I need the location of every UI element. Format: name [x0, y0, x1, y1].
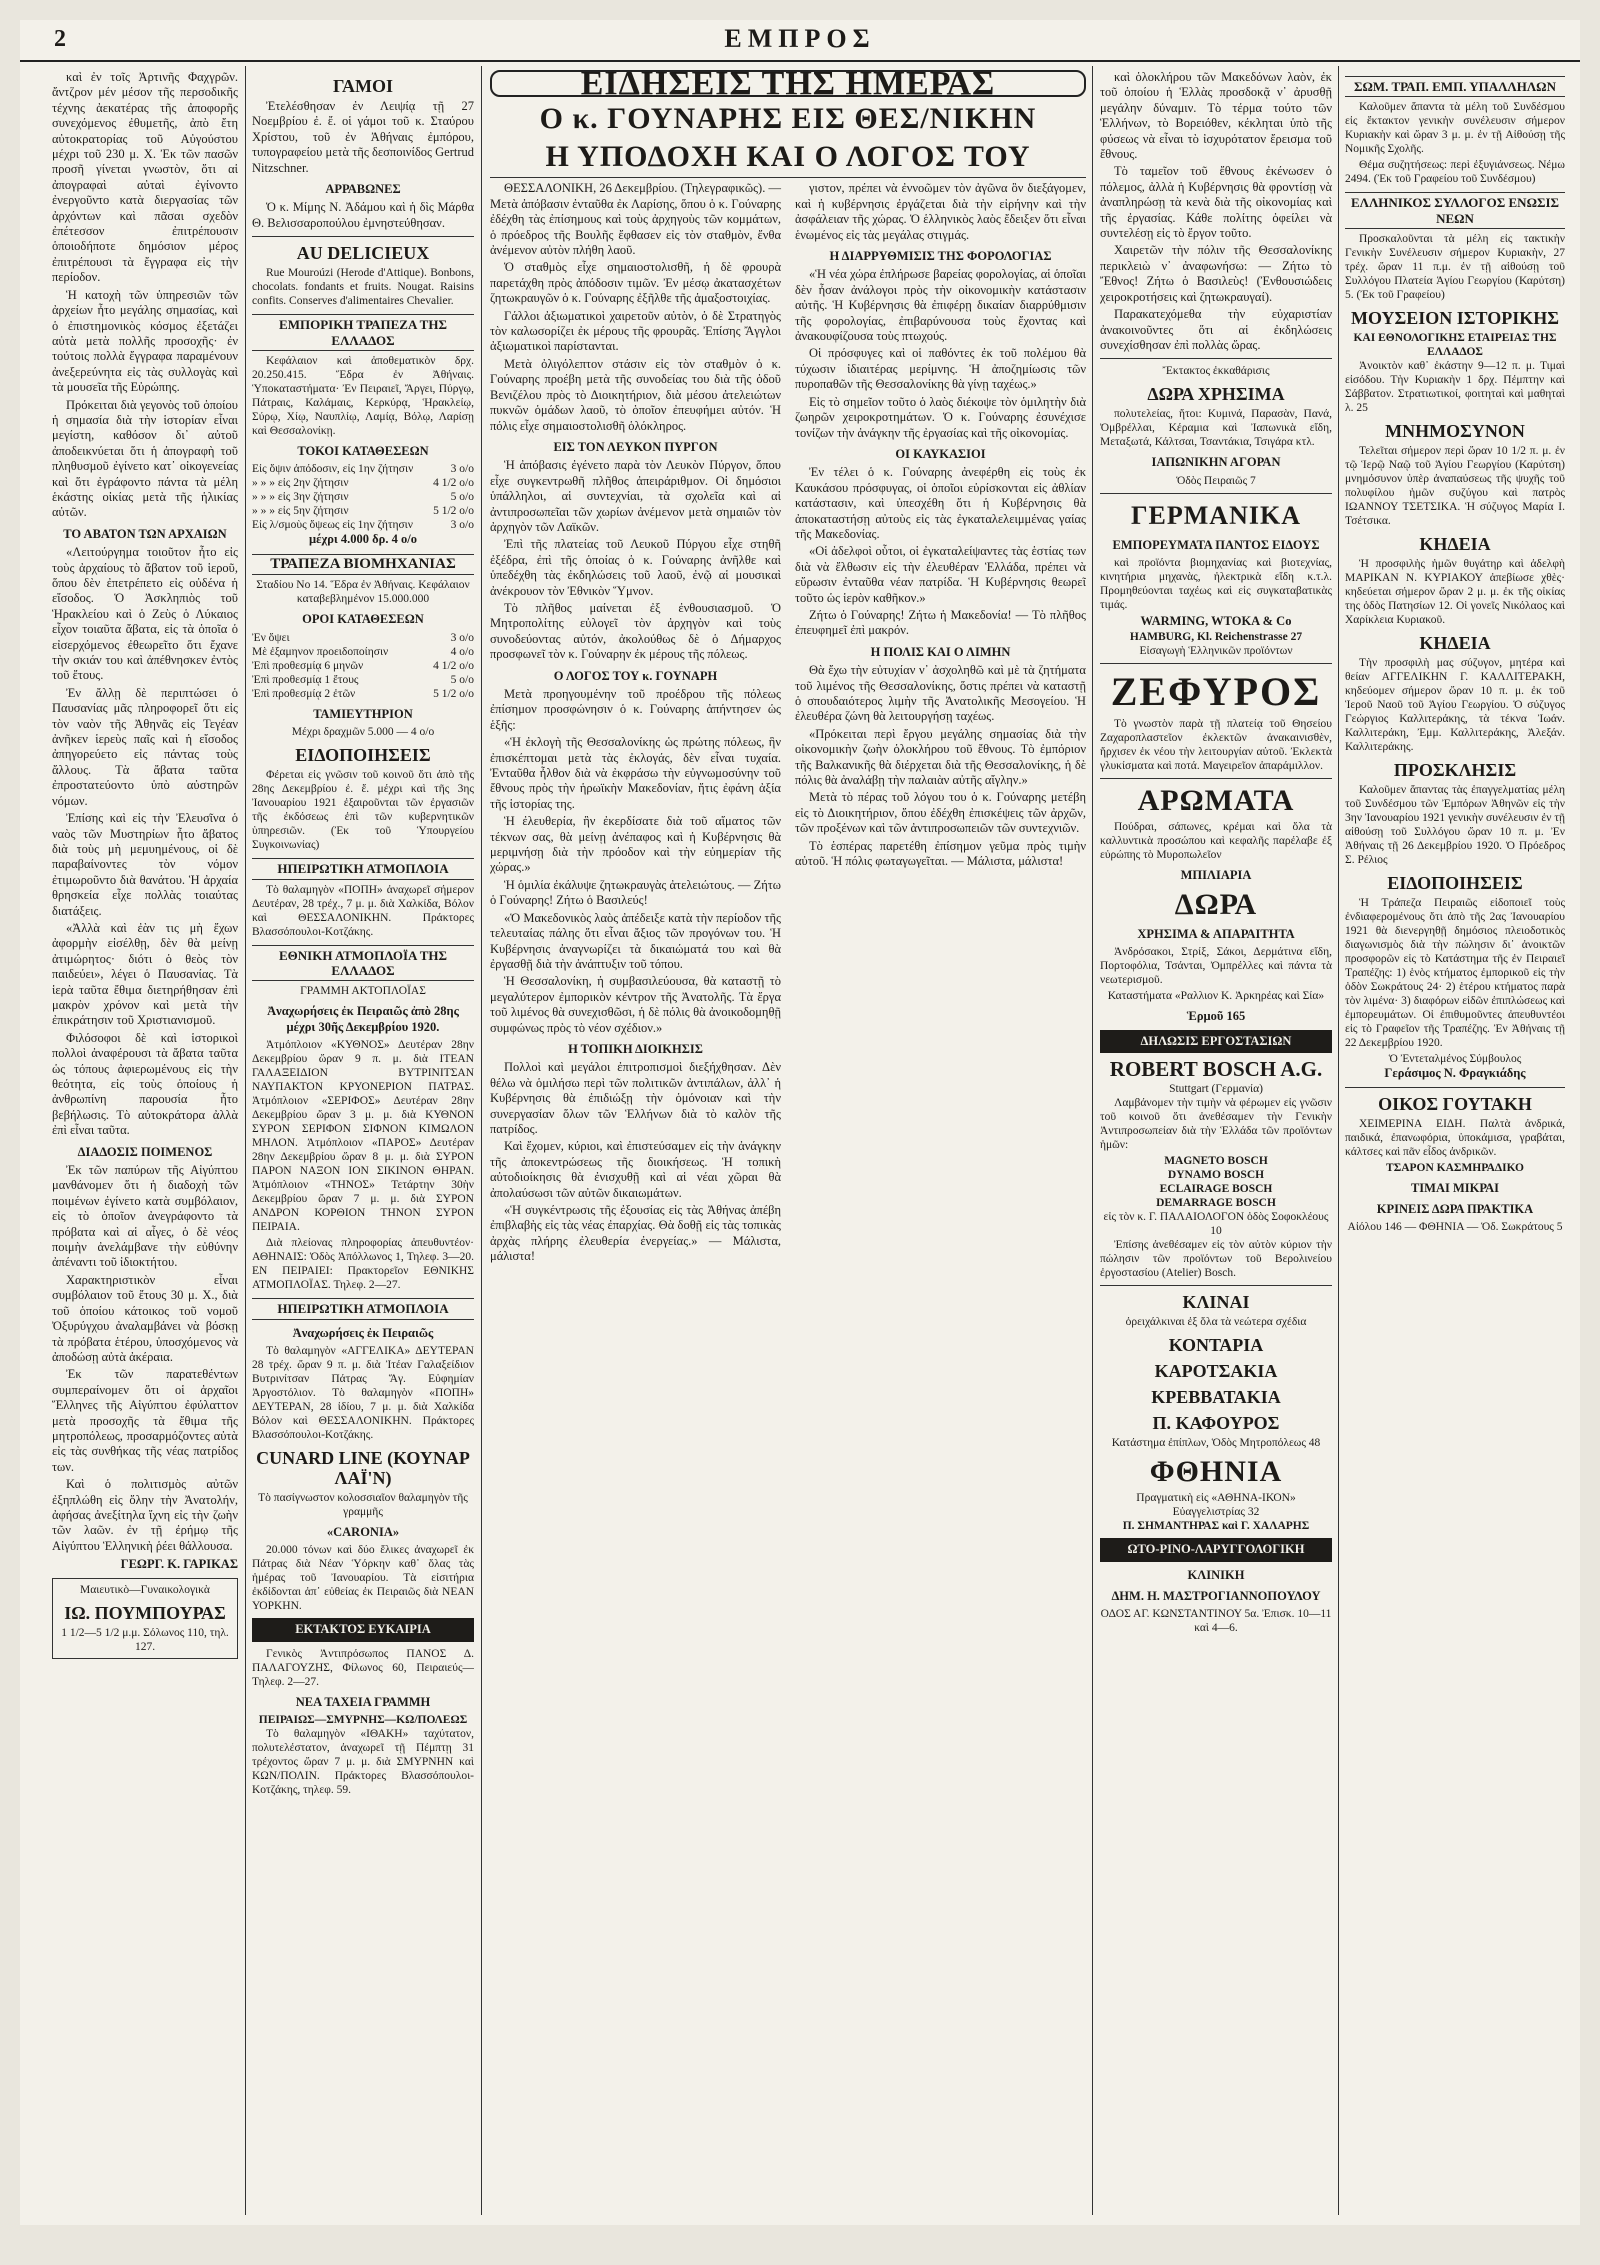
- divider: [1100, 493, 1332, 494]
- table-row: » » » εἰς 2ην ζήτησιν 4 1/2 ο/ο: [252, 477, 474, 490]
- advert-heading: ΓΕΡΜΑΝΙΚΑ: [1131, 500, 1301, 530]
- divider: [1345, 1087, 1565, 1088]
- column-rule: [481, 66, 482, 2215]
- product-item: DYNAMO BOSCH: [1167, 1169, 1265, 1182]
- advert-heading: ΙΑΠΩΝΙΚΗΝ ΑΓΟΡΑΝ: [1151, 455, 1281, 470]
- paragraph: Ἐπίσης καὶ εἰς τὴν Ἐλευσῖνα ὁ ναὸς τῶν Μυστηρίων ἦτο ἄβατος διὰ τοὺς μὴ μεμυημένους, οἱ δὲ παραβαίνοντες τὸν νόμον ἐτιμωροῦντο διὰ θανάτου. Ἡ ἀρχαία θρησκεία εἶχε πολλὰς τοιαύτας διατάξεις.: [52, 811, 238, 918]
- column-5: [1100, 70, 1332, 2215]
- notice-heading: ΣΩΜ. ΤΡΑΠ. ΕΜΠ. ΥΠΑΛΛΗΛΩΝ: [1345, 76, 1565, 97]
- paragraph: Καλοῦμεν ἅπαντας τὰς ἐπαγγελματίας μέλη τοῦ Συνδέσμου τῶν Ἐμπόρων Ἀθηνῶν εἰς τὴν 3ην Ἰανουαρίου 1921 γενικὴν συνέλευσιν ἐν τῇ αἰθούσῃ τοῦ Συλλόγου ὥραν 10 π. μ. Ἐν Ἀθήναις τῇ 26 Δεκεμβρίου 1920. Ὁ Πρόεδρος Σ. Ρέλιος: [1345, 784, 1565, 867]
- doctor-advert: [52, 1578, 238, 1659]
- company-city: Stuttgart (Γερμανία): [1169, 1083, 1263, 1096]
- paragraph: Ἐκ τῶν παπύρων τῆς Αἰγύπτου μανθάνομεν ὅτι ἡ διαδοχὴ τῶν ποιμένων ἐγίνετο κατὰ συμβόλαιον, εἰς τὸ ὁποῖον ἀνεγράφοντο τὰ πρόβατα καὶ αἱ αἶγες, ὁ δὲ νέος ποιμὴν ἀνελάμβανε τὴν εὐθύνην ἀπέναντι τοῦ ἰδιοκτήτου.: [52, 1163, 238, 1270]
- doctor-address: ΟΔΟΣ ΑΓ. ΚΩΝΣΤΑΝΤΙΝΟΥ 5α. Ἐπισκ. 10—11 καὶ 4—6.: [1100, 1608, 1332, 1635]
- paragraph: «Λειτούργημα τοιοῦτον ἦτο εἰς τοὺς ἀρχαίους τὸ ἄβατον τοῦ ἱεροῦ, ὅπου δὲν ἐπετρέπετο εἰς οὐδένα ἡ εἴσοδος. Ὁ Ἀσκληπιὸς τοῦ Ἡρακλείου καὶ ὁ Ζεὺς ὁ Λύκαιος εἶχον τοιαῦτα ἄβατα, εἰς τὰ ὁποῖα ὁ εἰσερχόμενος ἐθεωρεῖτο ὅτι ἔχανε τὴν σκιάν του καὶ ἀπέθνησκεν ἐντὸς τοῦ ἔτους.: [52, 545, 238, 683]
- paragraph: Τελεῖται σήμερον περὶ ὥραν 10 1/2 π. μ. ἐν τῷ Ἱερῷ Ναῷ τοῦ Ἁγίου Γεωργίου (Καρύτση) μνημόσυνον ὑπὲρ ἀναπαύσεως τῆς ψυχῆς τοῦ πολυφίλου ἡμῶν συζύγου καὶ πατρὸς ΙΩΑΝΝΟΥ ΤΣΕΤΣΙΚΑ. Ἡ σύζυγος Μαρία Ι. Τσέτσικα.: [1345, 445, 1565, 528]
- paragraph: Ἡ προσφιλὴς ἡμῶν θυγάτηρ καὶ ἀδελφὴ ΜΑΡΙΚΑΝ Ν. ΚΥΡΙΑΚΟΥ ἀπεβίωσε χθὲς· κηδεύεται σήμερον ὥραν 2 μ. μ. ἐκ τῆς οἰκίας της ὁδὸς Πατησίων 12. Οἱ γονεῖς Νικόλαος καὶ Χαρίκλεια Κυριακοῦ.: [1345, 558, 1565, 627]
- notice-subheading: ΚΑΙ ΕΘΝΟΛΟΓΙΚΗΣ ΕΤΑΙΡΕΙΑΣ ΤΗΣ ΕΛΛΑΔΟΣ: [1353, 332, 1557, 359]
- table-row: » » » εἰς 5ην ζήτησιν 5 1/2 ο/ο: [252, 505, 474, 518]
- deposit-table: [252, 631, 474, 701]
- doctor-name: ΔΗΜ. Η. ΜΑΣΤΡΟΓΙΑΝΝΟΠΟΥΛΟΥ: [1111, 1588, 1321, 1603]
- advert-hours: 1 1/2—5 1/2 μ.μ. Σόλωνος 110, τηλ. 127.: [61, 1626, 229, 1653]
- paragraph: Μετὰ προηγουμένην τοῦ προέδρου τῆς πόλεως ἐπίσημον προσφώνησιν ὁ κ. Γούναρης ἀπήντησεν ὡς ἑξῆς:: [490, 687, 781, 732]
- shop-name: Π. ΚΑΦΟΥΡΟΣ: [1152, 1413, 1280, 1434]
- table-row: Μὲ ἐξαμηνον προειδοποίησιν 4 ο/ο: [252, 645, 474, 658]
- company-address: HAMBURG, Kl. Reichenstrasse 27: [1129, 630, 1303, 643]
- signature-title: Ὁ Ἐντεταλμένος Σύμβουλος: [1388, 1053, 1522, 1066]
- advert-heading: AU DELICIEUX: [296, 243, 430, 264]
- section-heading: Η ΔΙΑΡΡΥΘΜΙΣΙΣ ΤΗΣ ΦΟΡΟΛΟΓΙΑΣ: [829, 249, 1052, 264]
- company-name: WARMING, WTOKA & Co: [1140, 614, 1292, 629]
- paragraph: Ἡ ὁμιλία ἐκάλυψε ζητωκραυγὰς ἀτελειώτους. — Ζήτω ὁ Γούναρης! Ζήτω ὁ Βασιλεύς!: [490, 877, 781, 908]
- shop-name: ΜΠΙΛΙΑΡΙΑ: [1180, 867, 1252, 882]
- column-rule: [1092, 66, 1093, 2215]
- paragraph: «Ἀλλὰ καὶ ἐὰν τις μὴ ἔχων ἀφορμὴν εἰσέλθῃ, δὲν θὰ μείνῃ ἀτιμώρητος· διότι ὁ θεὸς τὸν παιδεύει», λέγει ὁ Παυσανίας. Τὰ ἱερὰ ταῦτα ἔθιμα διετηρήθησαν ἐπὶ μακρὸν χρόνον καὶ μετὰ τὴν ἐπικράτησιν τοῦ Χριστιανισμοῦ.: [52, 920, 238, 1028]
- advert-heading: ΝΕΑ ΤΑΧΕΙΑ ΓΡΑΜΜΗ: [295, 1694, 431, 1709]
- savings-note: Μέχρι δραχμῶν 5.000 — 4 ο/ο: [291, 726, 435, 739]
- advert-text: Τὸ θαλαμηγὸν «ΑΓΓΕΛΙΚΑ» ΔΕΥΤΕΡΑΝ 28 τρέχ. ὥραν 9 π. μ. διὰ Ἰτέαν Γαλαξείδιον Βυτρινίτσαν Πάτρας Ἅγ. Εὐφημίαν Ἀργοστόλιον. Τὸ θαλαμηγὸν «ΠΟΠΗ» ΔΕΥΤΕΡΑΝ, 28 ἰδίου, 7 μ. μ. διὰ Χαλκίδα Βόλον καὶ ΘΕΣΣΑΛΟΝΙΚΗΝ. Πράκτορες Βλασσόπουλοι-Κοτζάκης.: [252, 1344, 474, 1441]
- divider: [1100, 663, 1332, 664]
- section-heading: ΑΡΡΑΒΩΝΕΣ: [325, 182, 401, 197]
- paragraph: Ἐτελέσθησαν ἐν Λειψίᾳ τῇ 27 Νοεμβρίου ἐ. ἔ. οἱ γάμοι τοῦ κ. Σταύρου Χρίστου, τοῦ ἐν Ἀθήναις ἐμπόρου, τυπογραφείου μετὰ τῆς δεσποινίδος Gertrud Nitzschner.: [252, 99, 474, 175]
- paragraph: ΘΕΣΣΑΛΟΝΙΚΗ, 26 Δεκεμβρίου. (Τηλεγραφικῶς). — Μετὰ ἀπόβασιν ἐνταῦθα ἐκ Λαρίσης, ὅπου ὁ κ. Γούναρης ἐδέχθη τὰς ἐπίσημους καὶ τοὺς ἀρχηγοὺς τῶν κομμάτων, ὁ πρόεδρος τῆς Βουλῆς ἔφθασεν εἰς τὸν σταθμὸν, ἔνθα ἀνέμενον αὐτὸν πλήθη λαοῦ.: [490, 181, 781, 258]
- paragraph: Θέμα συζητήσεως: περὶ ἐξυγιάνσεως. Νέμω 2494. (Ἐκ τοῦ Γραφείου τοῦ Συνδέσμου): [1345, 159, 1565, 186]
- paragraph: γιστον, πρέπει νὰ ἐννοῶμεν τὸν ἀγῶνα ὃν διεξάγομεν, καὶ ἡ κυβέρνησις ἐργάζεται διὰ τὴν εἰρήνην καὶ τὴν ἀσφάλειαν τῆς χώρας. Ὁ ἑλληνικὸς λαὸς ἔδειξεν ὅτι εἶναι ἑνωμένος εἰς τὰς μεγάλας στιγμάς.: [795, 181, 1086, 242]
- paragraph: Ὁ κ. Μίμης Ν. Ἀδάμου καὶ ἡ δὶς Μάρθα Θ. Βελισσαροπούλου ἐμνηστεύθησαν.: [252, 200, 474, 230]
- advert-address: Ὁδὸς Πειραιῶς 7: [1176, 474, 1256, 487]
- divider: [1100, 358, 1332, 359]
- agent-name: εἰς τὸν κ. Γ. ΠΑΛΑΙΟΛΟΓΟΝ ὁδὸς Σοφοκλέους 10: [1103, 1211, 1329, 1238]
- advert-heading: CUNARD LINE (ΚΟΥΝΑΡ ΛΑΪ'Ν): [256, 1447, 470, 1488]
- column-2: [252, 70, 474, 2215]
- paragraph: «Ἡ νέα χώρα ἐπλήρωσε βαρείας φορολογίας, αἱ ὁποῖαι δὲν ἦσαν ἀνάλογοι πρὸς τὴν οἰκονομικὴν κατάστασιν αὐτῆς. Ἡ Κυβέρνησις θὰ ἐπιφέρῃ δικαίαν διαρρύθμισιν τῆς φορολογίας, ἐπιβαρύνουσα τοὺς ἔχοντας καὶ ἀνακουφίζουσα τοὺς πτωχούς.: [795, 267, 1086, 344]
- paragraph: Τὸ ἑσπέρας παρετέθη ἐπίσημον γεῦμα πρὸς τιμὴν αὐτοῦ. Ἡ πόλις φωταγωγεῖται. — Μάλιστα, μάλιστα!: [795, 838, 1086, 869]
- paragraph: Πρόκειται διὰ γεγονὸς τοῦ ὁποίου ἡ σημασία διὰ τὴν ἱστορίαν εἶναι μεγίστη, καθόσον δι᾽ αὐτοῦ ἀποδεικνύεται ὅτι ἡ ἀπογραφὴ τοῦ πληθυσμοῦ ἐγίνετο κατ᾽ οἰκογενείας καὶ ὅτι ἐγράφοντο πάντα τὰ μέλη ἑκάστης οἰκίας μετὰ τῆς ἡλικίας αὐτῶν.: [52, 397, 238, 520]
- bank-heading: ΕΜΠΟΡΙΚΗ ΤΡΑΠΕΖΑ ΤΗΣ ΕΛΛΑΔΟΣ: [252, 314, 474, 351]
- advert-heading: ΟΙΚΟΣ ΓΟΥΤΑΚΗ: [1378, 1093, 1532, 1114]
- advert-heading: ΚΛΙΝΑΙ: [1182, 1292, 1250, 1313]
- paragraph: Γάλλοι ἀξιωματικοὶ χαιρετοῦν αὐτὸν, ὁ δὲ Στρατηγὸς τὸν καλωσορίζει ἐκ μέρους τῆς φρουρᾶς. Ἐπίσης Ἄγγλοι ἀξιωματικοὶ παρίστανται.: [490, 308, 781, 354]
- shop-name: Πραγματικὴ εἰς «ΑΘΗΝΑ-ΙΚΟΝ» Εὐαγγελιστρίας 32: [1136, 1492, 1296, 1519]
- notice-heading: ΜΟΥΣΕΙΟΝ ΙΣΤΟΡΙΚΗΣ: [1350, 308, 1560, 329]
- advert-text: Ἐπίσης ἀνεθέσαμεν εἰς τὸν αὐτὸν κύριον τὴν πώλησιν τῶν προϊόντων τοῦ Βερολινείου ἐργοστασίου (Atelier) Bosch.: [1100, 1239, 1332, 1280]
- author-signature: ΓΕΩΡΓ. Κ. ΓΑΡΙΚΑΣ: [120, 1557, 238, 1572]
- bank-heading: ΤΡΑΠΕΖΑ ΒΙΟΜΗΧΑΝΙΑΣ: [252, 554, 474, 575]
- advert-subheading: ΕΜΠΟΡΕΥΜΑΤΑ ΠΑΝΤΟΣ ΕΙΔΟΥΣ: [1112, 537, 1320, 552]
- bank-address: Σταδίου Νο 14. Ἕδρα ἐν Ἀθήναις. Κεφάλαιον καταβεβλημένον 15.000.000: [256, 579, 470, 606]
- advert-text: Πούδραι, σάπωνες, κρέμαι καὶ ὅλα τὰ καλλυντικὰ προσώπου καὶ κεφαλῆς παρέλαβε ἐξ εὐρώπης τὸ Μυροπωλεῖον: [1100, 820, 1332, 861]
- company-name: ROBERT BOSCH A.G.: [1109, 1057, 1323, 1082]
- table-row: Εἰς λ/σμοὺς ὄψεως εἰς 1ην ζήτησιν 3 ο/ο: [252, 519, 474, 532]
- advert-title: Ἀναχωρήσεις ἐκ Πειραιῶς: [292, 1325, 434, 1340]
- advert-text: Τὸ θαλαμηγὸν «ΠΟΠΗ» ἀναχωρεῖ σήμερον Δευτέραν, 28 τρέχ., 7 μ. μ. διὰ Χαλκίδα, Βόλον καὶ ΘΕΣΣΑΛΟΝΙΚΗΝ. Πράκτορες Βλασσόπουλοι-Κοτζάκης.: [252, 883, 474, 938]
- table-row: Εἰς ὅψιν ἀπόδοσιν, εἰς 1ην ζήτησιν 3 ο/ο: [252, 463, 474, 476]
- paragraph: Εἰς τὸ σημεῖον τοῦτο ὁ λαὸς διέκοψε τὸν ὁμιλητὴν διὰ ζωηρῶν χειροκροτημάτων. Ὁ κ. Γούναρης ἐσυνέχισε τονίζων τὴν ἀνάγκην τῆς ἐργασίας καὶ τῆς οἰκονομίας.: [795, 394, 1086, 440]
- advert-subheading: ΧΡΗΣΙΜΑ & ΑΠΑΡΑΙΤΗΤΑ: [1137, 926, 1295, 941]
- advert-heading: ΚΟΝΤΑΡΙΑ: [1168, 1335, 1264, 1356]
- shop-name: ΤΣΑΡΟΝ ΚΑΣΜΗΡΑΔΙΚΟ: [1386, 1161, 1524, 1174]
- story-column-left: [490, 181, 781, 1266]
- paragraph: Καλοῦμεν ἅπαντα τὰ μέλη τοῦ Συνδέσμου εἰς ἔκτακτον γενικὴν συνέλευσιν σήμερον Κυριακὴν καὶ ὥραν 3 μ. μ. ἐν τῇ Αἰθούσῃ τῆς Νομικῆς Σχολῆς.: [1345, 101, 1565, 156]
- story-column-right: [795, 181, 1086, 1266]
- advert-subheading: ὀρειχάλκιναι ἐξ ὅλα τὰ νεώτερα σχέδια: [1125, 1316, 1307, 1329]
- bank-text: Κεφάλαιον καὶ ἀποθεματικὸν δρχ. 20.250.415. Ἕδρα ἐν Ἀθήναις. Ὑποκαταστήματα· Ἐν Πειραιεῖ, Ἄργει, Πύργῳ, Πάτραις, Καλάμαις, Κερκύρᾳ, Ἡρακλείῳ, Σύρῳ, Χίῳ, Ναυπλίῳ, Λαμίᾳ, Βόλῳ, Λαρίσῃ καὶ Θεσσαλονίκῃ.: [252, 355, 474, 438]
- interest-table: [252, 462, 474, 532]
- advert-kind: Μαιευτικὸ—Γυναικολογικὰ: [80, 1583, 210, 1596]
- advert-slogan: ΤΙΜΑΙ ΜΙΚΡΑΙ: [1410, 1180, 1500, 1195]
- paragraph: «Ὁ Μακεδονικὸς λαὸς ἀπέδειξε κατὰ τὴν περίοδον τῆς τελευταίας πάλης ὅτι εἶναι ἄξιος τῶν προγόνων του. Ἡ Κυβέρνησις ἀναγνωρίζει τὰ δικαιώματά του καὶ θὰ ἐργασθῇ διὰ τὴν ἀνάπτυξιν τοῦ τόπου.: [490, 910, 781, 971]
- paragraph: Τὸ ταμεῖον τοῦ ἔθνους ἐκένωσεν ὁ πόλεμος, ἀλλὰ ἡ Κυβέρνησις θὰ φροντίσῃ νὰ ἀναπληρώσῃ τὰ κενὰ διὰ τῆς οἰκονομίας καὶ τῆς ἐργασίας. Κάθε πολίτης ὀφείλει νὰ συντελέσῃ εἰς τὸ ἔργον τοῦτο.: [1100, 164, 1332, 241]
- shop-owners: Π. ΣΗΜΑΝΤΗΡΑΣ καὶ Γ. ΧΑΛΑΡΗΣ: [1122, 1520, 1310, 1533]
- paragraph: «Οἱ ἀδελφοὶ οὗτοι, οἱ ἐγκαταλείψαντες τὰς ἑστίας των διὰ νὰ ἔλθωσιν εἰς τὴν ἐλευθέραν Ἑλλάδα, πρέπει νὰ εὕρωσιν ἐνταῦθα νέαν πατρίδα. Ἡ Κυβέρνησις θεωρεῖ τοῦτο ὡς ἱερὸν καθῆκον.»: [795, 544, 1086, 605]
- advert-heading: ΗΠΕΙΡΩΤΙΚΗ ΑΤΜΟΠΛΟΙΑ: [252, 858, 474, 879]
- advert-banner: ΕΚΤΑΚΤΟΣ ΕΥΚΑΙΡΙΑ: [252, 1618, 474, 1641]
- advert-text: Τὸ γνωστὸν παρὰ τῇ πλατείᾳ τοῦ Θησείου Ζαχαροπλαστεῖον ἐκλεκτῶν ἀνακαινισθὲν, ἤρχισεν ἐκ νέου τὴν λειτουργίαν αὐτοῦ. Ἐκλεκτὰ γλυκίσματα καὶ ποτά. Μαγειρεῖον ἀπαράμιλλον.: [1100, 717, 1332, 772]
- paragraph: καὶ ἐν τοῖς Ἀρτινῆς Φαχγρῶν. ἄντζρον μέν μέσον τῆς περσοδικῆς τέχνης ἀεκατέρας τῆς ἀποφορῆς συνεχόμενος ἐθυμετῆς, ἀπὸ ἔτη αὐτοκρατορίας τοῦ Αὐγούστου μέχρι τοῦ 230 μ. Χ. Ἐκ τῶν πασῶν προσῆ γίνεται γνωστὸν, ὅτι αἱ ἀπογραφαὶ αὐταὶ ἐγίνοντο ἐνεργοῦντο κατὰ διεργασίας τῶν ἀρχόντων καὶ πᾶσαι σχεδὸν ἐπέτεσσον ἐπιτρέπουσιν ὁποιοδήποτε δημόσιον μέρος ἐπιτρέπουσι τὰ ἔγγραφα εἰς τὴν περίοδον.: [52, 70, 238, 285]
- advert-subheading: ΓΡΑΜΜΗ ΑΚΤΟΠΛΟΪΑΣ: [300, 985, 426, 998]
- advert-heading: ΗΠΕΙΡΩΤΙΚΗ ΑΤΜΟΠΛΟΙΑ: [252, 1298, 474, 1319]
- story-columns: [490, 181, 1086, 1266]
- paragraph: Τὴν προσφιλὴ μας σύζυγον, μητέρα καὶ θείαν ΑΓΓΕΛΙΚΗΝ Γ. ΚΑΛΛΙΤΕΡΑΚΗ, κηδεύομεν σήμερον ὥραν 10 π. μ. ἐκ τοῦ Ἱεροῦ Ναοῦ τοῦ Ἁγίου Γεωργίου. Ὁ σύζυγος Γεώργιος Καλλιτεράκης, τὰ τέκνα Ἰωάν. Καλλιτεράκη, Ἐμμ. Καλλιτεράκης, Ἀλεξάν. Καλλιτεράκης.: [1345, 657, 1565, 754]
- shop-address: Αἰόλου 146 — ΦΘΗΝΙΑ — Ὁδ. Σωκράτους 5: [1347, 1221, 1563, 1234]
- lead-story: [490, 70, 1086, 2215]
- section-heading: ΤΟ ΑΒΑΤΟΝ ΤΩΝ ΑΡΧΑΙΩΝ: [63, 526, 227, 541]
- paragraph: Ἐκ τῶν παρατεθέντων συμπεραίνομεν ὅτι οἱ ἀρχαῖοι Ἕλληνες τῆς Αἰγύπτου ἐφύλαττον μετὰ προσοχῆς τὰ ἔθιμα τῆς μητροπόλεως, προσαρμόζοντες αὐτὰ εἰς τὰς συνθήκας τῆς νέας πατρίδος των.: [52, 1367, 238, 1474]
- section-heading: ΕΙΣ ΤΟΝ ΛΕΥΚΟΝ ΠΥΡΓΟΝ: [553, 439, 718, 454]
- table-row: Ἐν ὄψει 3 ο/ο: [252, 631, 474, 644]
- paragraph: Ἐν τέλει ὁ κ. Γούναρης ἀνεφέρθη εἰς τοὺς ἐκ Καυκάσου πρόσφυγας, οἱ ὁποῖοι εὑρίσκονται εἰς ἀθλίαν κατάστασιν, καὶ ὑπεσχέθη ὅτι ἡ Κυβέρνησις θὰ ἀποκαταστήσῃ αὐτοὺς εἰς τὰς ἐγκαταλελειμμένας γαίας τῆς Μακεδονίας.: [795, 465, 1086, 541]
- product-item: MAGNETO BOSCH: [1164, 1155, 1268, 1168]
- paragraph: Ἀνοικτὸν καθ᾽ ἑκάστην 9—12 π. μ. Τιμαὶ εἰσόδου. Τὴν Κυριακὴν 1 δρχ. Πέμπτην καὶ Σάββατον. Στρατιωτικοί, φοιτηταὶ καὶ μαθηταὶ λ. 25: [1345, 360, 1565, 415]
- section-heading: Η ΤΟΠΙΚΗ ΔΙΟΙΚΗΣΙΣ: [568, 1041, 703, 1056]
- paragraph: Παρακατεχόμεθα τὴν εὐχαριστίαν ἀνακοινοῦντες ὅτι αἱ ἐκδηλώσεις συνεχίσθησαν ἐπὶ πολλὰς ὥρας.: [1100, 307, 1332, 352]
- advert-heading: ΚΑΡΟΤΣΑΚΙΑ: [1154, 1361, 1278, 1382]
- table-row: Ἐπὶ προθεσμίᾳ 6 μηνῶν 4 1/2 ο/ο: [252, 659, 474, 672]
- paragraph: Μετὰ τὸ πέρας τοῦ λόγου του ὁ κ. Γούναρης μετέβη εἰς τὸ Διοικητήριον, ὅπου ἐδέχθη ἐπισκέψεις τῶν ἀρχῶν, τῶν προξένων καὶ τῶν ἀντιπροσωπειῶν τῶν συντεχνιῶν.: [795, 790, 1086, 836]
- advert-heading: ΖΕΦΥΡΟΣ: [1110, 668, 1322, 714]
- notice-heading: ΕΙΔΟΠΟΙΗΣΕΙΣ: [1387, 873, 1523, 894]
- notice-heading: ΠΡΟΣΚΛΗΣΙΣ: [1393, 760, 1517, 781]
- paragraph: Μετὰ ὀλιγόλεπτον στάσιν εἰς τὸν σταθμὸν ὁ κ. Γούναρης προέβη μετὰ τῆς συνοδείας του διὰ τῆς ὁδοῦ Βενιζέλου πρὸς τὸ Διοικητήριον, διὰ μέσου ἀτελειώτων πυκνῶν ὁμάδων λαοῦ, τὸ ὁποῖον ἐπευφήμει αὐτόν. Ἡ πόλις εἶχε σημαιοστολισθῆ ὁλόκληρος.: [490, 356, 781, 433]
- product-item: DEMARRAGE BOSCH: [1156, 1197, 1276, 1210]
- paragraph: Καὶ ὁ πολιτισμὸς αὐτῶν ἐξηπλώθη εἰς ὅλην τὴν Ἀνατολήν, ἀφήσας ἀνεξίτηλα ἴχνη εἰς τὴν ζωὴν τῶν λαῶν. ἐν τῇ ἐρήμῳ τῆς Αἰγύπτου Ἑλληνικὴ ῥέει θάλλουσα.: [52, 1477, 238, 1553]
- advert-text: Γενικὸς Ἀντιπρόσωπος ΠΑΝΟΣ Δ. ΠΑΛΑΓΟΥΖΗΣ, Φίλωνος 60, Πειραιεύς—Τηλεφ. 2—27.: [252, 1647, 474, 1688]
- table-heading: ΤΟΚΟΙ ΚΑΤΑΘΕΣΕΩΝ: [297, 444, 429, 459]
- paragraph: Χαιρετῶν τὴν πόλιν τῆς Θεσσαλονίκης περικλειὼ ν᾽ ἀναφωνήσω: — Ζήτω τὸ Ἔθνος! Ζήτω ὁ Βασιλεὺς! (Ἐνθουσιώδεις χειροκροτήσεις καὶ ζητωκραυγαί).: [1100, 243, 1332, 304]
- advert-banner: ΔΗΛΩΣΙΣ ΕΡΓΟΣΤΑΣΙΩΝ: [1100, 1030, 1332, 1053]
- advert-note: Ἔκτακτος ἐκκαθάρισις: [1162, 365, 1270, 378]
- bank-note: μέχρι 4.000 δρ. 4 ο/ο: [309, 532, 417, 547]
- subheadline: Η ΥΠΟΔΟΧΗ ΚΑΙ Ο ΛΟΓΟΣ ΤΟΥ: [490, 141, 1086, 178]
- section-heading: ΕΙΔΟΠΟΙΗΣΕΙΣ: [295, 745, 431, 766]
- advert-title: Ἀναχωρήσεις ἐκ Πειραιῶς ἀπὸ 28ης μέχρι 30ῆς Δεκεμβρίου 1920.: [267, 1004, 459, 1034]
- paragraph: Θὰ ἔχω τὴν εὐτυχίαν ν᾽ ἀσχοληθῶ καὶ μὲ τὰ ζητήματα τοῦ λιμένος τῆς Θεσσαλονίκης, ὅστις πρέπει νὰ καταστῇ ὁ σπουδαιότερος λιμὴν τῆς Ἀνατολικῆς Μεσογείου. Ἡ ἐλευθέρα ζώνη θὰ λειτουργήσῃ ταχέως.: [795, 663, 1086, 724]
- section-heading: Η ΠΟΛΙΣ ΚΑΙ Ο ΛΙΜΗΝ: [870, 644, 1011, 659]
- advert-text: 20.000 τόνων καὶ δύο ἕλικες ἀναχωρεῖ ἐκ Πάτρας διὰ Νέαν Ὑόρκην καθ᾽ ὅλας τὰς ἡμέρας τοῦ Ἰανουαρίου. Τὰ εἰσιτήρια ἐκδίδονται ἀπ᾽ εὐθείας ἐκ Πειραιῶς διὰ ΝΕΑΝ ΥΟΡΚΗΝ.: [252, 1544, 474, 1613]
- column-rule: [245, 66, 246, 2215]
- paragraph: «Ἡ ἐκλογὴ τῆς Θεσσαλονίκης ὡς πρώτης πόλεως, ἣν ἐπισκέπτομαι μετὰ τὰς ἐκλογάς, δὲν εἶναι τυχαία. Ἐνταῦθα ἦλθον διὰ νὰ ἐκφράσω τὴν εὐγνωμοσύνην τοῦ ἔθνους πρὸς τὴν ἡρωϊκὴν Μακεδονίαν, ἥτις ἐφάνη ἀξία τῆς ἱστορίας της.: [490, 735, 781, 811]
- advert-text: Ἀνδρόσακοι, Στρίξ, Σάκοι, Δερμάτινα εἴδη, Πορτοφόλια, Τσάνται, Ὀμπρέλλες καὶ πάντα τὰ νεωτερισμοῦ.: [1100, 946, 1332, 987]
- company-note: Εἰσαγωγὴ Ἑλληνικῶν προϊόντων: [1139, 644, 1293, 657]
- paragraph: Φέρεται εἰς γνῶσιν τοῦ κοινοῦ ὅτι ἀπὸ τῆς 28ης Δεκεμβρίου ἐ. ἔ. μέχρι καὶ τῆς 3ης Ἰανουαρίου 1921 ἐξαιροῦνται τῶν ἐργασιῶν τῆς ἐκδόσεως ἐπὶ τῶν κυβερνητικῶν ὑπηρεσιῶν. (Ἐκ τοῦ Ὑπουργείου Συγκοινωνίας): [252, 769, 474, 852]
- advert-subheading: Τὸ πασίγνωστον κολοσσιαῖον θαλαμηγὸν τῆς γραμμῆς: [258, 1491, 468, 1518]
- advert-heading: ΔΩΡΑ ΧΡΗΣΙΜΑ: [1147, 384, 1285, 405]
- table-row: Ἐπὶ προθεσμίᾳ 1 ἔτους 5 ο/ο: [252, 673, 474, 686]
- paragraph: Τὸ πλῆθος μαίνεται ἐξ ἐνθουσιασμοῦ. Ὁ Μητροπολίτης εὐλογεῖ τὸν ἀρχηγὸν καὶ τοὺς συνοδεύοντας αὐτόν, ἀκολούθως δὲ ὁ Δήμαρχος προσφωνεῖ τὸν κ. Γούναρην ἐκ μέρους τῆς πόλεως.: [490, 600, 781, 662]
- advert-name: ΙΩ. ΠΟΥΜΠΟΥΡΑΣ: [64, 1602, 226, 1623]
- divider: [1100, 778, 1332, 779]
- advert-text: πολυτελείας, ἤτοι: Κυμινά, Παρασὰν, Πανά, Ὀμβρέλλαι, Κέραμια καὶ Ἰαπωνικὰ εἴδη, Μεταξωτά, Κάλτσαι, Τσαντάκια, Τσιγάρα κτλ.: [1100, 408, 1332, 449]
- paragraph: «Ἡ συγκέντρωσις τῆς ἐξουσίας εἰς τὰς Ἀθήνας ἀπέβη ἐπιβλαβὴς εἰς τὰς νέας ἐπαρχίας. Θὰ δοθῇ εἰς τὰς τοπικὰς ἀρχὰς πλήρης ἐλευθερία ἐνεργείας.» — Μάλιστα, μάλιστα!: [490, 1203, 781, 1264]
- advert-heading: ΦΘΗΝΙΑ: [1149, 1455, 1283, 1489]
- paragraph: Ἡ ἀπόβασις ἐγένετο παρὰ τὸν Λευκὸν Πύργον, ὅπου εἶχε συγκεντρωθῆ πλῆθος ἀπειράριθμον. Οἱ δημόσιοι ὑπάλληλοι, αἱ συντεχνίαι, τὰ σχολεῖα καὶ αἱ ἀντιπροσωπεῖαι τῶν χωρίων ἀνέμενον μετὰ σημαιῶν τὸν ἀρχηγὸν τῶν Λαϊκῶν.: [490, 458, 781, 534]
- table-heading: ΤΑΜΙΕΥΤΗΡΙΟΝ: [313, 706, 413, 721]
- notice-heading: ΜΝΗΜΟΣΥΝΟΝ: [1385, 421, 1525, 442]
- paragraph: Ζήτω ὁ Γούναρης! Ζήτω ἡ Μακεδονία! — Τὸ πλῆθος ἐπευφημεῖ ἐπὶ μακρόν.: [795, 607, 1086, 638]
- paragraph: Ἡ Τράπεζα Πειραιῶς εἰδοποιεῖ τοὺς ἐνδιαφερομένους ὅτι ἀπὸ τῆς 2ας Ἰανουαρίου 1921 θὰ διενεργηθῇ δημόσιος πλειοδοτικὸς διαγωνισμὸς διὰ τὴν πώλησιν δι᾽ ἀνοικτῶν προσφορῶν εἰς τὸ Κατάστημα τῆς ἐν Πειραιεῖ Τραπέζης: 1) ἑνὸς κτήματος ἐμπορικοῦ εἰς τὴν ὁδὸν Σωκράτους 24· 2) ἑτέρου κτήματος παρὰ τὸν λιμένα· 3) διαφόρων εἰδῶν ἐπιπλώσεως καὶ ἐμπορευμάτων. Οἱ ἐπιθυμοῦντες ἀπευθυντέοι εἰς τὸ Γραφεῖον τῆς Τραπέζης. Ἐν Ἀθήναις τῇ 22 Δεκεμβρίου 1920.: [1345, 897, 1565, 1050]
- section-heading: ΟΙ ΚΑΥΚΑΣΙΟΙ: [895, 446, 986, 461]
- advert-text: καὶ προϊόντα βιομηχανίας καὶ βιοτεχνίας, κινητήρια μηχανὰς, ἠλεκτρικὰ εἴδη κ.τ.λ. Προμηθεύονται ταχέως καὶ εἰς συγκαταβατικὰς τιμάς.: [1100, 557, 1332, 612]
- paragraph: Χαρακτηριστικὸν εἶναι συμβόλαιον τοῦ ἔτους 30 μ. Χ., διὰ τοῦ ὁποίου κάτοικος τοῦ νομοῦ Ὀξυρύγχου ἀναλαμβάνει νὰ βόσκῃ τὰ πρόβατα ἑτέρου, ὑποσχόμενος νὰ ἀποδώσῃ αὐτὰ ἀκέραια.: [52, 1272, 238, 1364]
- advert-heading: ΚΡΕΒΒΑΤΑΚΙΑ: [1151, 1387, 1281, 1408]
- section-heading: ΔΙΑΔΟΣΙΣ ΠΟΙΜΕΝΟΣ: [77, 1144, 213, 1159]
- shop-name: Καταστήματα «Ραλλιον Κ. Ἀρκηρέας καὶ Σία»: [1107, 990, 1325, 1003]
- column-1: [52, 70, 238, 2215]
- signature-name: Γεράσιμος Ν. Φραγκιάδης: [1384, 1066, 1526, 1081]
- newspaper-title: ΕΜΠΡΟΣ: [724, 24, 876, 53]
- advert-text: ΧΕΙΜΕΡΙΝΑ ΕΙΔΗ. Παλτὰ ἀνδρικά, παιδικά, ἐπανωφόρια, ὑποκάμισα, γραβάται, κάλτσες καὶ πᾶν εἶδος ἀνδρικῶν.: [1345, 1117, 1565, 1158]
- advert-subheading: ΚΛΙΝΙΚΗ: [1187, 1567, 1245, 1582]
- column-6: [1345, 70, 1565, 2215]
- divider: [252, 236, 474, 237]
- paragraph: Ἡ Θεσσαλονίκη, ἡ συμβασιλεύουσα, θὰ καταστῇ τὸ μεγαλύτερον ἐμπορικὸν κέντρον τῆς Ἀνατολῆς. Τὰ ἔργα τοῦ λιμένος θὰ συνεχισθῶσι, ἡ δὲ πόλις θὰ ἀνοικοδομηθῇ συμφώνως πρὸς τὸ νέον σχέδιον.»: [490, 974, 781, 1035]
- divider: [1100, 1285, 1332, 1286]
- paragraph: «Πρόκειται περὶ ἔργου μεγάλης σημασίας διὰ τὴν οἰκονομικὴν ζωὴν ὁλοκλήρου τοῦ ἔθνους. Τὸ ἐμπόριον τῆς Βαλκανικῆς θὰ διέρχεται διὰ τῆς Θεσσαλονίκης, ἡ δὲ πόλις θὰ ἀναλάβῃ τὴν παλαιὰν αὐτῆς αἴγλην.»: [795, 726, 1086, 788]
- shop-address: Ἑρμοῦ 165: [1186, 1009, 1246, 1024]
- masthead: [20, 20, 1580, 62]
- paragraph: Οἱ πρόσφυγες καὶ οἱ παθόντες ἐκ τοῦ πολέμου θὰ τύχωσιν ἰδιαιτέρας μερίμνης. Ἡ ἀποζημίωσις τῶν πυροπαθῶν τῆς Θεσσαλονίκης θὰ γίνῃ ταχέως.»: [795, 346, 1086, 392]
- section-heading: ΓΑΜΟΙ: [332, 76, 394, 96]
- advert-text: Rue Mouroúzi (Herode d'Attique). Bonbons, chocolats. fondants et fruits. Nougat. Raisins confits. Conserves d'alimentaires Chevalier.: [252, 267, 474, 308]
- news-of-the-day-banner: ΕΙΔΗΣΕΙΣ ΤΗΣ ΗΜΕΡΑΣ: [490, 70, 1086, 97]
- advert-text: Ἀτμόπλοιον «ΚΥΘΝΟΣ» Δευτέραν 28ην Δεκεμβρίου ὥραν 9 π. μ. διὰ ΙΤΕΑΝ ΓΑΛΑΞΕΙΔΙΟΝ ΒΥΤΡΙΝΙΤΣΑΝ ΝΑΥΠΑΚΤΟΝ ΚΡΥΟΝΕΡΙΟΝ ΠΑΤΡΑΣ. Ἀτμόπλοιον «ΣΕΡΙΦΟΣ» Δευτέραν 28ην Δεκεμβρίου ὥραν 3 μ. μ. διὰ ΚΥΘΝΟΝ ΣΥΡΟΝ ΣΕΡΙΦΟΝ ΣΙΦΝΟΝ ΚΙΜΩΛΟΝ ΜΗΛΟΝ. Ἀτμόπλοιον «ΠΑΡΟΣ» Δευτέραν 28ην Δεκεμβρίου ὥραν 8 μ. μ. διὰ ΣΥΡΟΝ ΠΑΡΟΝ ΝΑΞΟΝ ΙΟΝ ΣΙΚΙΝΟΝ ΘΗΡΑΝ. Ἀτμόπλοιον «ΤΗΝΟΣ» Τετάρτην 30ὴν Δεκεμβρίου ὥραν 7 μ. μ. διὰ ΣΥΡΟΝ ΑΝΔΡΟΝ ΚΟΡΘΙΟΝ ΤΗΝΟΝ ΣΥΡΟΝ ΠΕΙΡΑΙΑ.: [252, 1039, 474, 1234]
- advert-heading: ΕΘΝΙΚΗ ΑΤΜΟΠΛΟΪΑ ΤΗΣ ΕΛΛΑΔΟΣ: [252, 945, 474, 982]
- table-heading: ΟΡΟΙ ΚΑΤΑΘΕΣΕΩΝ: [302, 612, 424, 627]
- paragraph: Ἡ κατοχὴ τῶν ὑπηρεσιῶν τῶν ἀρχείων ἦτο μεγάλης σημασίας, καὶ ὁ ἐπιστημονικὸς κόσμος ἐξετάζει αὐτὰ μετὰ πολλῆς προσοχῆς· ἐν τούτοις πολλὰ ἔγγραφα παραμένουν ἀνεξερεύνητα εἰς τὰς συλλογὰς καὶ τὰ μουσεῖα τῆς Εὐρώπης.: [52, 287, 238, 395]
- advert-banner: ΩΤΟ-ΡΙΝΟ-ΛΑΡΥΓΓΟΛΟΓΙΚΗ: [1100, 1538, 1332, 1561]
- headline: Ο κ. ΓΟΥΝΑΡΗΣ ΕΙΣ ΘΕΣ/ΝΙΚΗΝ: [539, 102, 1037, 136]
- paragraph: Πολλοὶ καὶ μεγάλοι ἐπιτροπισμοὶ διεξήχθησαν. Δὲν θέλω νὰ ὁμιλήσω περὶ τῶν πολιτικῶν ἀντιπάλων, ἀλλ᾽ ἡ Κυβέρνησις θὰ ἐπιδιώξῃ τὴν ὁμόνοιαν καὶ τὴν συνεργασίαν ὅλων τῶν Ἑλλήνων διὰ τὸ καλὸν τῆς πατρίδος.: [490, 1060, 781, 1136]
- shop-address: Κατάστημα ἐπίπλων, Ὁδὸς Μητροπόλεως 48: [1111, 1437, 1321, 1450]
- advert-route: ΠΕΙΡΑΙΩΣ—ΣΜΥΡΝΗΣ—ΚΩ/ΠΟΛΕΩΣ: [258, 1714, 468, 1727]
- advert-slogan: ΚΡΙΝΕΙΣ ΔΩΡΑ ΠΡΑΚΤΙΚΑ: [1376, 1202, 1534, 1217]
- paragraph: Φιλόσοφοι δὲ καὶ ἱστορικοὶ πολλοὶ ἀναφέρουσι τὰ ἄβατα ταῦτα ὡς τόπους ἀφιερωμένους εἰς τὴν θεότητα, εἰς τοὺς ὁποίους ἡ ἀνθρωπίνη παρουσία ἦτο βεβήλωσις. Τὸ αὐτοκράτορα ἀλλὰ ἐπὶ εἶναι ταῦτα.: [52, 1030, 238, 1138]
- advert-heading: ΑΡΩΜΑΤΑ: [1137, 783, 1295, 817]
- paragraph: Ἐν ἄλλῃ δὲ περιπτώσει ὁ Παυσανίας μᾶς πληροφορεῖ ὅτι εἰς τὸν ναὸν τῆς Ἀθηνᾶς εἰς Τεγέαν ἀνῆκεν ἱερεὺς παῖς καὶ ἡ εἴσοδος ἀπηγορεύετο εἰς πάντας τοὺς ἄλλους. Τὰ ἄβατα ταῦτα ἐπροστατεύοντο ὑπὸ αὐστηρῶν νόμων.: [52, 685, 238, 808]
- ship-name: «CARONIA»: [326, 1524, 400, 1539]
- paragraph: Ἐπὶ τῆς πλατείας τοῦ Λευκοῦ Πύργου εἶχε στηθῆ ἐξέδρα, ἐπὶ τῆς ὁποίας ὁ κ. Γούναρης ἀνῆλθε καὶ ὑπεδέχθη τὰς ἐκδηλώσεις τοῦ λαοῦ, ἐνῷ αἱ μουσικαὶ ἀνέκρουον τὸν Ἐθνικὸν Ὕμνον.: [490, 537, 781, 598]
- notice-heading: ΚΗΔΕΙΑ: [1419, 633, 1491, 654]
- advert-text: Τὸ θαλαμηγὸν «ΙΘΑΚΗ» ταχύτατον, πολυτελέστατον, ἀναχωρεῖ τῇ Πέμπτῃ 31 τρέχοντος ὥραν 7 μ. μ. διὰ ΣΜΥΡΝΗΝ καὶ ΚΩΝ/ΠΟΛΙΝ. Πράκτορες Βλασσόπουλοι-Κοτζάκης, τηλεφ. 59.: [252, 1728, 474, 1797]
- table-row: » » » εἰς 3ην ζήτησιν 5 ο/ο: [252, 491, 474, 504]
- newspaper-page: [20, 20, 1580, 2225]
- advert-heading: ΔΩΡΑ: [1174, 887, 1258, 921]
- paragraph: καὶ ὁλοκλήρου τῶν Μακεδόνων λαὸν, ἐκ τοῦ ὁποίου ἡ Ἑλλὰς προσδοκᾷ ν᾽ ἀρυσθῇ μεγάλην δύναμιν. Τὸ τέρμα τούτο τῶν Ἑλλήνων, τὸ Βορειόθεν, κέκληται ὑπὸ τῆς φύσεως νὰ εἶναι τὸ ἰσχυρότατον ἔρεισμα τοῦ ἔθνους.: [1100, 70, 1332, 162]
- table-row: Ἐπὶ προθεσμίᾳ 2 ἐτῶν 5 1/2 ο/ο: [252, 687, 474, 700]
- notice-heading: ΕΛΛΗΝΙΚΟΣ ΣΥΛΛΟΓΟΣ ΕΝΩΣΙΣ ΝΕΩΝ: [1345, 192, 1565, 229]
- page-number: 2: [54, 26, 66, 52]
- paragraph: Ὁ σταθμὸς εἶχε σημαιοστολισθῆ, ἡ δὲ φρουρὰ παρετάχθη πρὸς ἀπόδοσιν τιμῶν. Ἐν μέσῳ ἀκατασχέτων ζητωκραυγῶν ὁ κ. Γούναρης ἐξῆλθε τῆς ἁμαξοστοιχίας.: [490, 260, 781, 306]
- section-heading: Ο ΛΟΓΟΣ ΤΟΥ κ. ΓΟΥΝΑΡΗ: [553, 668, 718, 683]
- paragraph: Καὶ ἔχομεν, κύριοι, καὶ ἐπιστεύσαμεν εἰς τὴν ἀνάγκην τῆς ἀποκεντρώσεως τῆς διοικήσεως. Ἡ τοπικὴ αὐτοδιοίκησις θὰ ἐνισχυθῇ καὶ αἱ νέαι χῶραι θὰ ἀπολαύσωσι τῶν αὐτῶν δικαιωμάτων.: [490, 1139, 781, 1200]
- paragraph: Ἡ ἐλευθερία, ἣν ἐκερδίσατε διὰ τοῦ αἵματος τῶν τέκνων σας, θὰ μείνῃ ἀνέπαφος καὶ ἡ Κυβέρνησις θὰ μεριμνήσῃ διὰ τὴν πρόοδον καὶ τὴν εὐημερίαν τῆς χώρας.»: [490, 814, 781, 875]
- paragraph: Προσκαλοῦνται τὰ μέλη εἰς τακτικὴν Γενικὴν Συνέλευσιν σήμερον Κυριακὴν, 27 τρέχ. ὥραν 11 π.μ. ἐν τῇ αἰθούσῃ τοῦ Συλλόγου Πλατεία Ἁγίου Γεωργίου (Καρύτση) 5. (Ἐκ τοῦ Γραφείου): [1345, 233, 1565, 302]
- column-rule: [1338, 66, 1339, 2215]
- advert-text: Διὰ πλείονας πληροφορίας ἀπευθυντέον· ΑΘΗΝΑΙΣ: Ὁδὸς Ἀπόλλωνος 1, Τηλεφ. 3—20. ΕΝ ΠΕΙΡΑΙΕΙ: Πρακτορεῖον ΕΘΝΙΚΗΣ ΑΤΜΟΠΛΟΪΑΣ. Τηλεφ. 2—27.: [252, 1237, 474, 1292]
- notice-heading: ΚΗΔΕΙΑ: [1419, 534, 1491, 555]
- advert-text: Λαμβάνομεν τὴν τιμὴν νὰ φέρωμεν εἰς γνῶσιν τοῦ κοινοῦ ὅτι ἀνεθέσαμεν τὴν Γενικὴν Ἀντιπροσωπείαν διὰ τὴν Ἑλλάδα τῶν προϊόντων ἡμῶν:: [1100, 1097, 1332, 1152]
- product-item: ECLAIRAGE BOSCH: [1159, 1183, 1273, 1196]
